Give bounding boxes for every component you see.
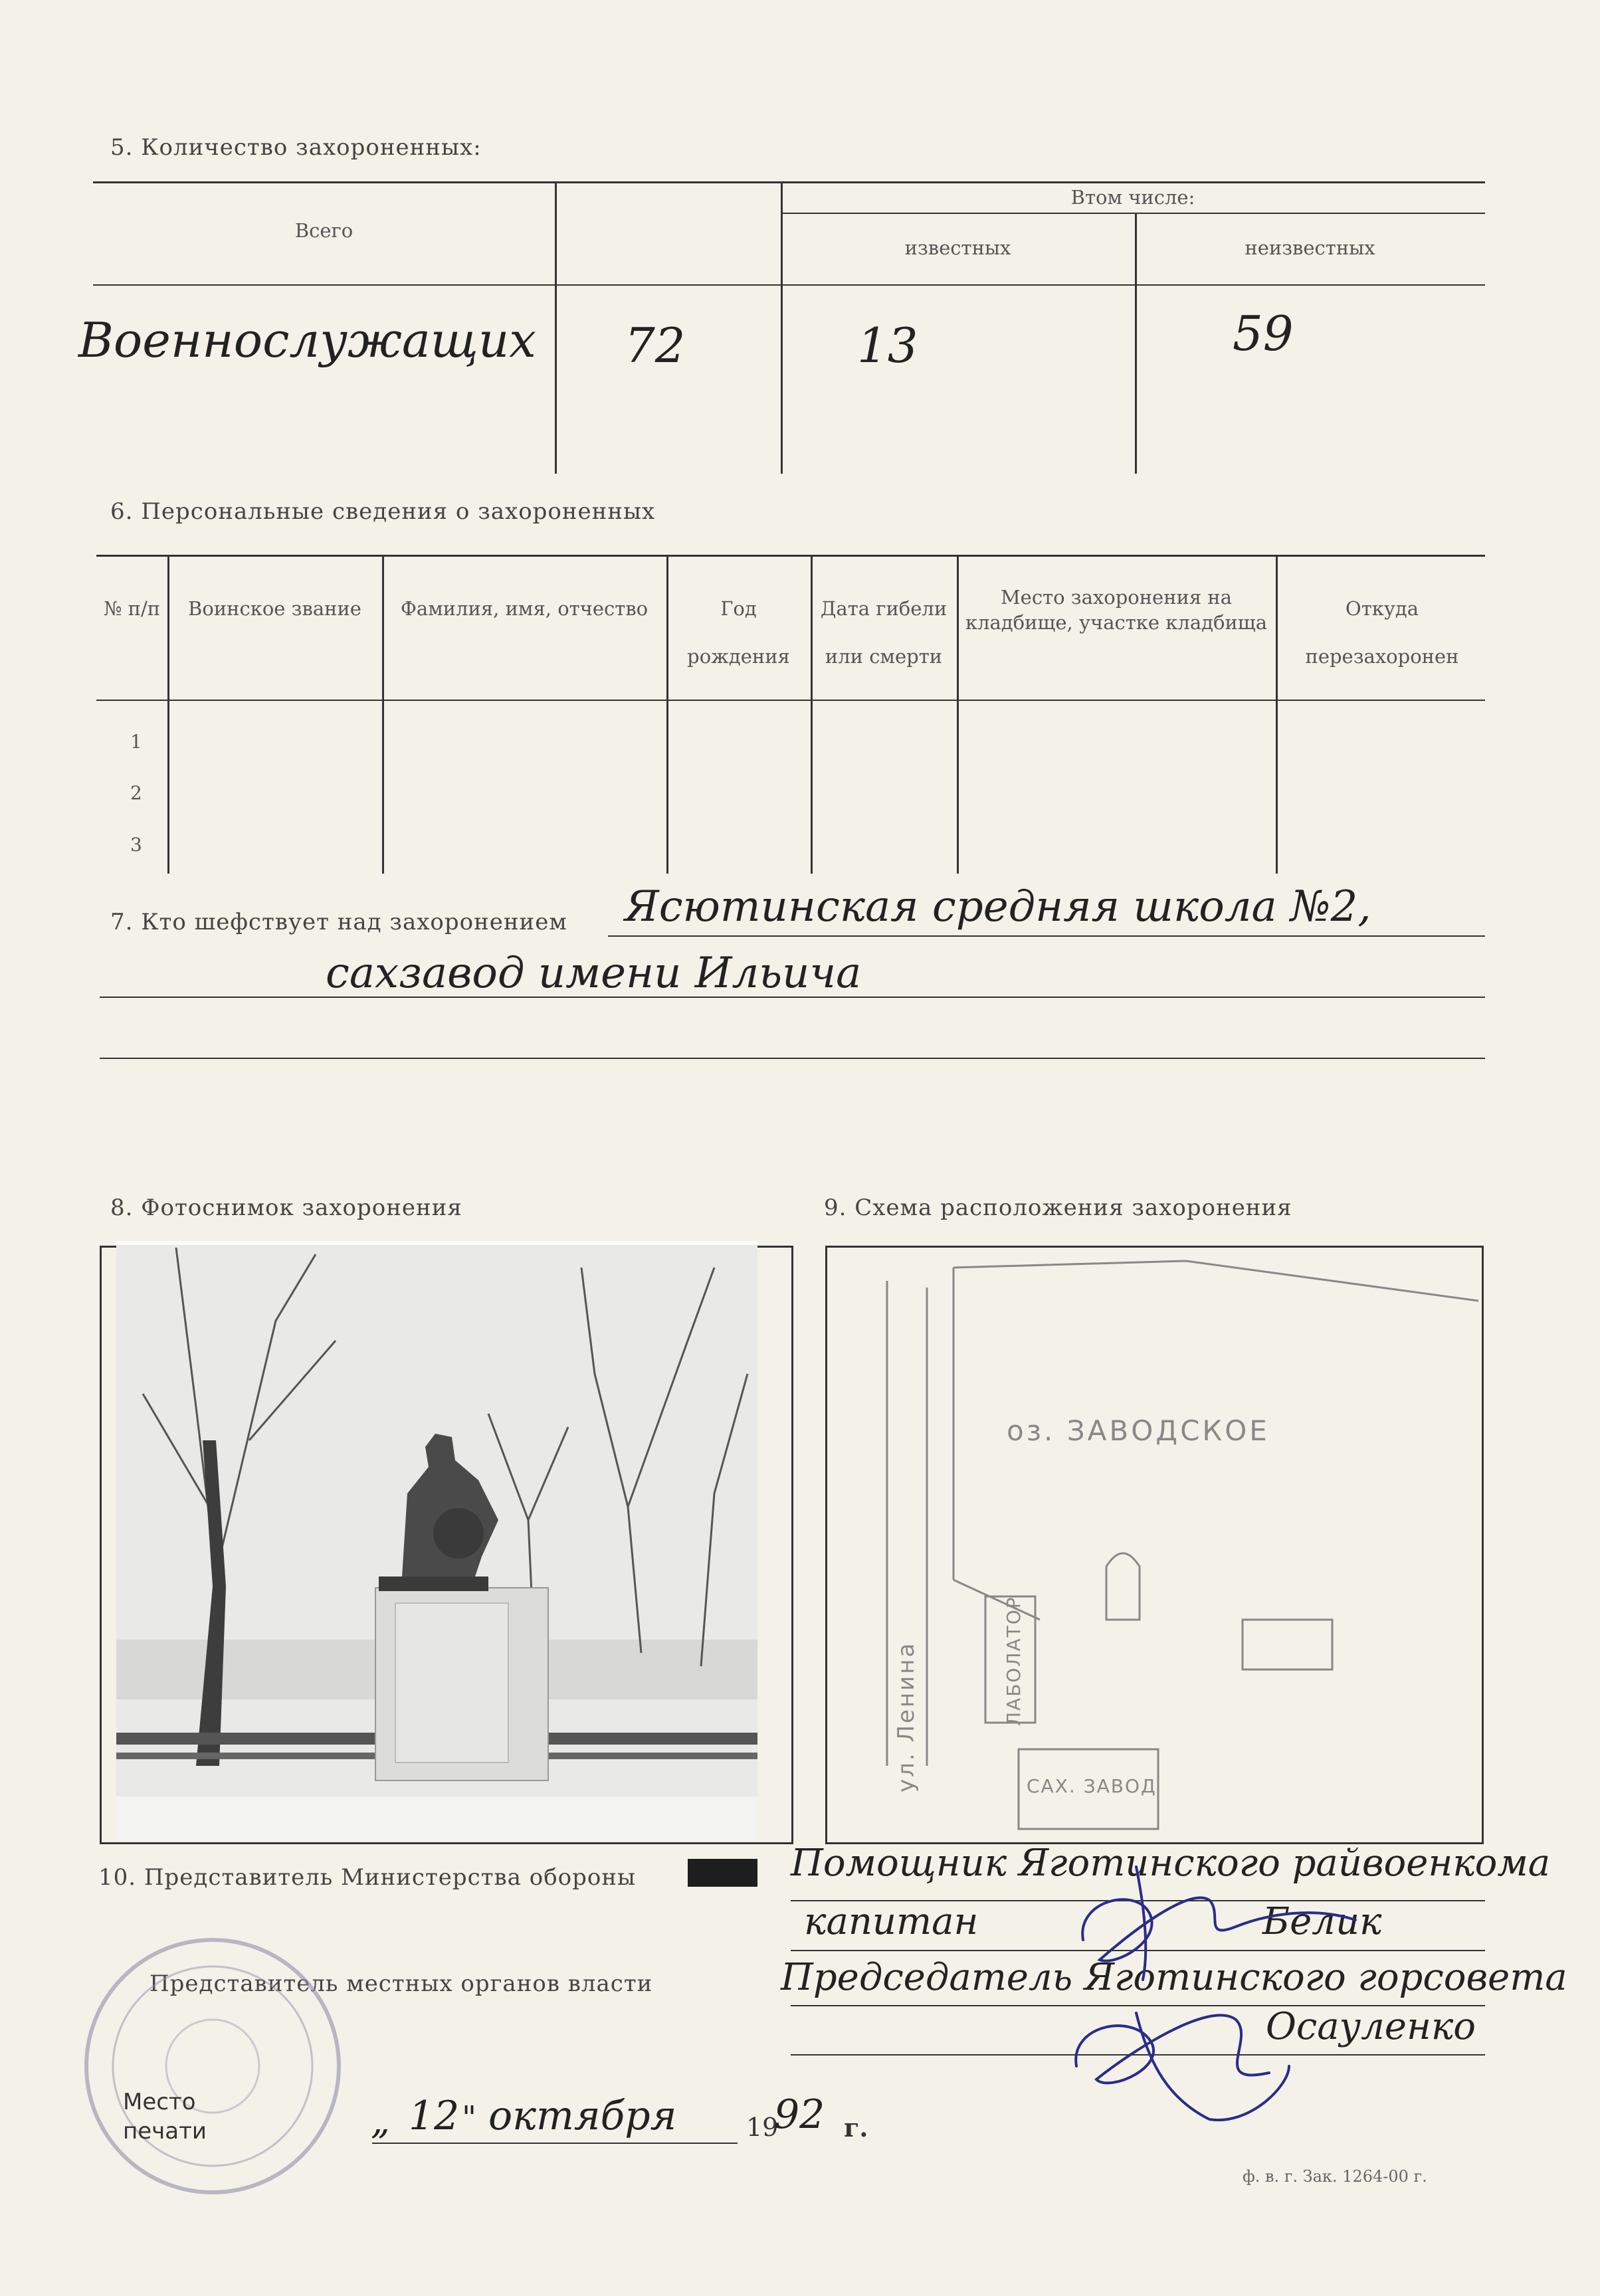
official-stamp	[73, 1927, 352, 2206]
local-line1: Председатель Яготинского горсовета	[781, 1956, 1567, 1999]
row-number: 2	[130, 782, 142, 804]
header-num: № п/п	[103, 597, 161, 620]
redaction-block	[688, 1859, 757, 1887]
date-close-quote: "	[462, 2099, 477, 2137]
date-year: 92	[774, 2091, 825, 2138]
header-death-date: Дата гибели или смерти	[820, 597, 948, 668]
col-unknown-header: неизвестных	[1245, 237, 1375, 259]
col-including-header: Втом числе:	[1070, 186, 1195, 209]
signatures	[1037, 1847, 1435, 2126]
local-name: Осауленко	[1266, 2005, 1476, 2048]
unknown-handwritten: 59	[1233, 306, 1294, 361]
date-year-prefix: 19	[746, 2113, 779, 2142]
lab-label: ЛАБОЛАТОР	[1003, 1596, 1025, 1726]
category-handwritten: Военнослужащих	[78, 312, 536, 368]
mo-line1: Помощник Яготинского райвоенкома	[791, 1842, 1551, 1885]
memorial-photo	[116, 1241, 757, 1839]
print-code: ф. в. г. Зак. 1264-00 г.	[1243, 2167, 1427, 2186]
total-handwritten: 72	[625, 318, 686, 373]
section9-title: 9. Схема расположения захоронения	[824, 1195, 1292, 1221]
col-total-header: Всего	[294, 219, 353, 242]
known-handwritten: 13	[857, 318, 918, 373]
header-rank: Воинское звание	[188, 597, 361, 620]
patron-line2: сахзавод имени Ильича	[326, 949, 862, 998]
section7-label: 7. Кто шефствует над захоронением	[110, 909, 567, 935]
street-label: ул. Ленина	[893, 1641, 920, 1792]
mo-line2: капитан	[804, 1900, 979, 1943]
section8-title: 8. Фотоснимок захоронения	[110, 1195, 462, 1221]
date-year-suffix: г.	[844, 2113, 868, 2143]
stamp-place-label: Место печати	[123, 2089, 207, 2145]
section10-label: 10. Представитель Министерства обороны	[98, 1864, 637, 1891]
header-burial-place: Место захоронения на кладбище, участке кладбища	[965, 586, 1268, 634]
date-open-quote: „	[371, 2099, 391, 2143]
row-number: 1	[130, 731, 142, 753]
col-known-header: известных	[904, 237, 1011, 259]
location-scheme	[827, 1248, 1478, 1839]
header-birth-year: Год рождения	[687, 597, 790, 668]
patron-line1: Ясютинская средняя школа №2,	[625, 882, 1371, 931]
lake-label: оз. ЗАВОДСКОЕ	[1007, 1414, 1270, 1447]
mo-name: Белик	[1262, 1900, 1382, 1943]
date-day: 12	[409, 2093, 460, 2139]
local-authority-label: Представитель местных органов власти	[150, 1970, 653, 1997]
row-number: 3	[130, 834, 142, 856]
section6-title: 6. Персональные сведения о захороненных	[110, 498, 656, 525]
section5-title: 5. Количество захороненных:	[110, 134, 482, 161]
factory-label: САХ. ЗАВОД	[1027, 1775, 1157, 1797]
date-month: октября	[488, 2093, 677, 2139]
header-name: Фамилия, имя, отчество	[400, 597, 649, 620]
header-reburied-from: Откуда перезахоронен	[1305, 597, 1459, 668]
